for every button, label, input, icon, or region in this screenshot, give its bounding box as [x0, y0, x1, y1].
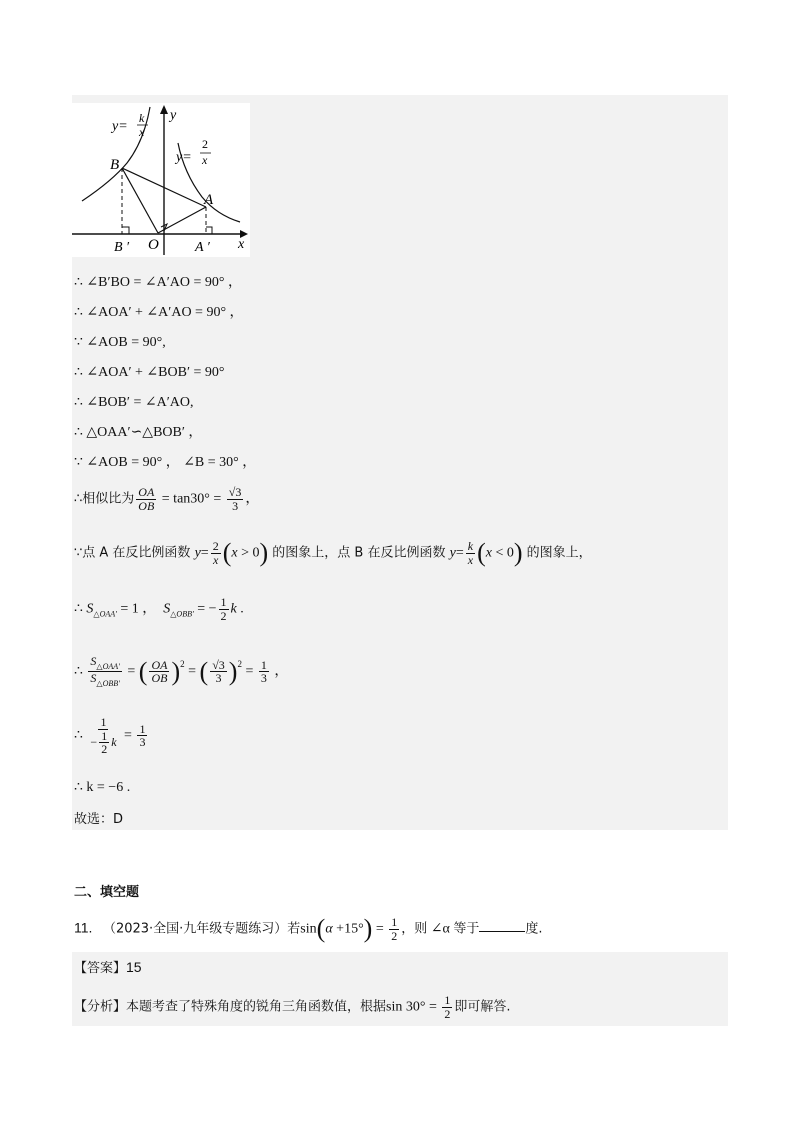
answer-line [74, 957, 142, 979]
question-11: 11. （2023·全国·九年级专题练习）若sin(α +15°) = $\frac{1}{2}$ ，则 ∠α 等于 度. [74, 914, 543, 944]
label-x-axis: x [238, 237, 245, 252]
solution-line-5: ∴ ∠BOB′ = ∠A′AO, [74, 395, 194, 410]
solution-line-12: ∴ 1 − $\frac{1}{2}$ k = $\frac{1}{3}$ [74, 715, 146, 757]
label-k-den: x [139, 125, 145, 139]
label-O: O [148, 237, 159, 253]
solution-line-10: ∴ $S_{\triangle OAA'} = 1$ ， $S_{\triangle OBB'}$ = − $\frac{1}{2}$ k . [74, 595, 244, 623]
analysis-text: 本题考查了特殊角度的锐角三角函数值，根据 [126, 999, 387, 1015]
section-heading: 二、填空题 [74, 885, 140, 900]
function-text-b: 的图象上，点 B 在反比例函数 [268, 545, 450, 561]
solution-line-7: ∵ ∠AOB = 90° ， ∠B = 30° ， [74, 455, 257, 470]
answer-blank[interactable] [479, 919, 525, 932]
function-text-a: ∵点 A 在反比例函数 [74, 545, 195, 561]
solution-line-6: ∴ △OAA′∽△BOB′ ， [74, 425, 203, 440]
question-then: ，则 [401, 921, 428, 937]
similarity-ratio-suffix: ， [245, 491, 260, 507]
solution-line-4: ∴ ∠AOA′ + ∠BOB′ = 90° [74, 365, 225, 380]
question-number: 11. [74, 919, 93, 936]
label-2-num: 2 [202, 137, 208, 151]
solution-line-8: ∴相似比为 $\frac{OA}{OB}$ = tan30° = $\frac{√3}{3}$ ， [74, 485, 260, 513]
label-y-k: y= [112, 119, 128, 134]
question-unit: 度. [525, 921, 543, 937]
label-B-prime: B ′ [114, 240, 130, 255]
label-k-num: k [139, 111, 145, 125]
similarity-ratio-mid: = tan30° = [158, 491, 225, 507]
label-y-axis: y [170, 108, 177, 123]
question-source: （2023·全国·九年级专题练习）若 [102, 921, 301, 937]
solution-line-13: ∴ k = −6 . [74, 780, 131, 795]
analysis-line: 【分析】本题考查了特殊角度的锐角三角函数值，根据sin 30° = $\frac{1}{2}$ 即可解答. [74, 993, 511, 1021]
question-angle: ∠α [430, 921, 450, 937]
solution-line-9: ∵点 A 在反比例函数 y= $\frac{2}{x}$ (x > 0) 的图象上，点 B 在反比例函数 y= $\frac{k}{x}$ (x < 0) 的图象上， [74, 538, 592, 568]
analysis-tag: 【分析】 [74, 999, 127, 1015]
solution-line-11: ∴ $\frac{S_{\triangle OAA'}}{S_{\triangle OBB'}}$ = ( $\frac{OA}{OB}$ )$^2$ = ( $\frac{√3}{3}$ )$^2$ = $\frac{1}{3}$ ， [74, 653, 289, 689]
similarity-ratio-prefix: ∴相似比为 [74, 491, 135, 507]
question-equals: 等于 [453, 921, 480, 937]
label-A: A [204, 192, 214, 208]
label-2-den: x [202, 153, 208, 167]
label-y-2: y= [176, 150, 192, 165]
hyperbola-figure [72, 103, 250, 257]
solution-line-3: ∵ ∠AOB = 90°, [74, 335, 166, 350]
answer-tag: 【答案】 [74, 961, 127, 976]
function-text-c: 的图象上， [522, 545, 592, 561]
solution-choice: 故选：D [74, 812, 124, 827]
answer-value: 15 [126, 959, 142, 975]
label-A-prime: A ′ [195, 240, 210, 255]
label-B: B [110, 157, 120, 173]
solution-line-2: ∴ ∠AOA′ + ∠A′AO = 90° ， [74, 305, 244, 320]
analysis-end: 即可解答. [454, 999, 511, 1015]
solution-line-1: ∴ ∠B′BO = ∠A′AO = 90° ， [74, 275, 242, 290]
